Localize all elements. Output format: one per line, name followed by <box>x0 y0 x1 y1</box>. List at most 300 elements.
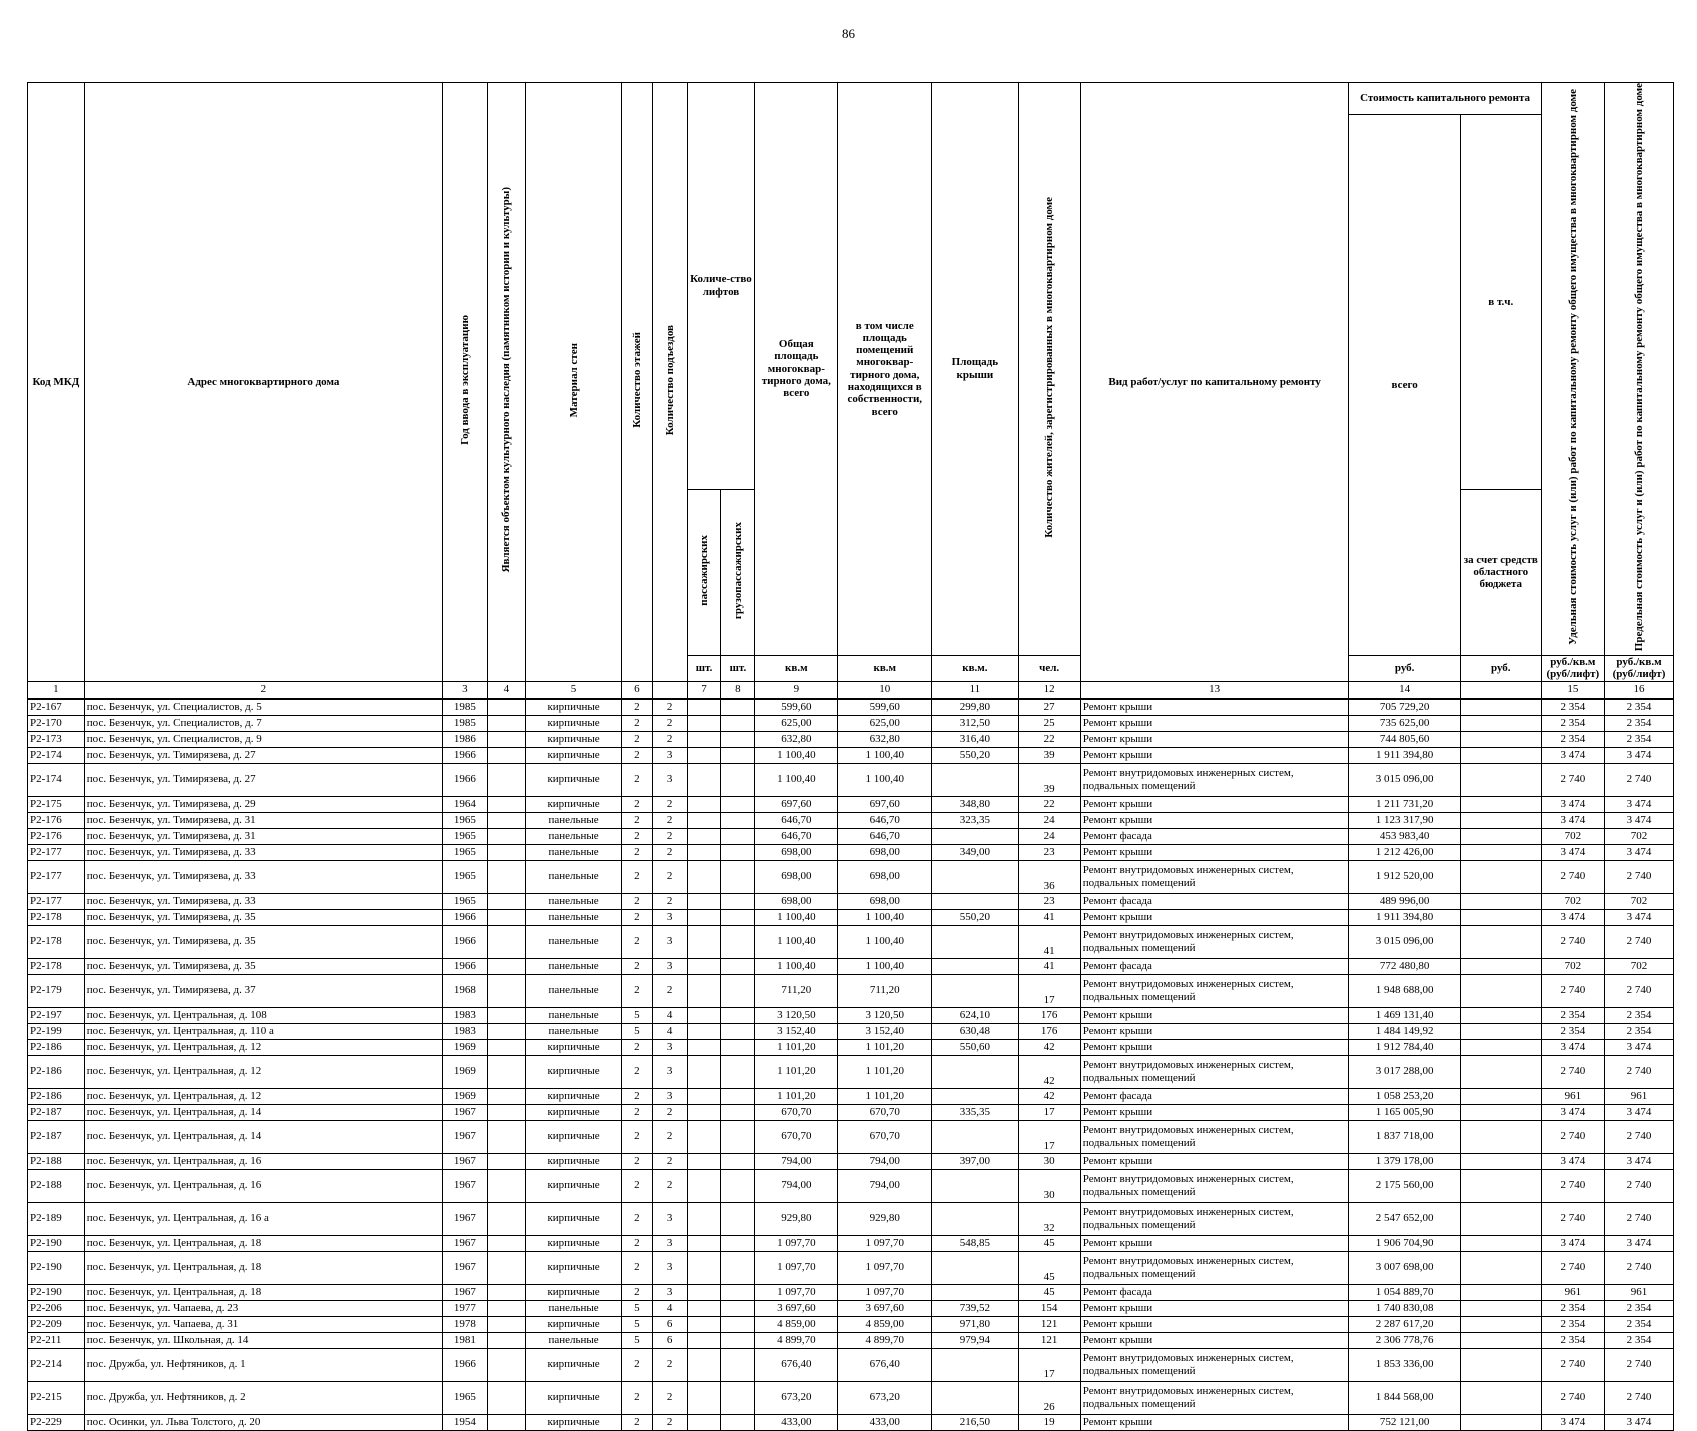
cell-work-type: Ремонт крыши <box>1080 844 1349 860</box>
cell-unit-cost: 2 354 <box>1541 1023 1604 1039</box>
cell-residents: 30 <box>1018 1169 1080 1202</box>
cell-elev-pass <box>687 1284 721 1300</box>
cell-entrances: 3 <box>652 1284 687 1300</box>
cell-cost-regional <box>1460 763 1541 796</box>
cell-roof-area <box>932 1120 1018 1153</box>
cell-elev-pass <box>687 1055 721 1088</box>
cell-code: Р2-206 <box>28 1300 85 1316</box>
cell-address: пос. Безенчук, ул. Центральная, д. 18 <box>84 1251 442 1284</box>
cell-roof-area <box>932 763 1018 796</box>
header-code: Код МКД <box>28 83 85 682</box>
column-number: 6 <box>622 681 653 699</box>
unit-rub: руб. <box>1460 655 1541 681</box>
cell-work-type: Ремонт крыши <box>1080 747 1349 763</box>
cell-total-area: 1 100,40 <box>755 958 838 974</box>
cell-roof-area: 216,50 <box>932 1414 1018 1430</box>
cell-work-type: Ремонт внутридомовых инженерных систем, подвальных помещений <box>1080 1348 1349 1381</box>
cell-address: пос. Безенчук, ул. Тимирязева, д. 33 <box>84 860 442 893</box>
cell-limit-cost: 2 354 <box>1605 699 1674 716</box>
cell-total-area: 698,00 <box>755 893 838 909</box>
cell-entrances: 4 <box>652 1300 687 1316</box>
cell-entrances: 3 <box>652 1088 687 1104</box>
cell-unit-cost: 2 740 <box>1541 1055 1604 1088</box>
cell-floors: 5 <box>622 1332 653 1348</box>
cell-roof-area <box>932 893 1018 909</box>
header-elevators: Количе-ство лифтов <box>687 83 755 490</box>
cell-heritage <box>487 909 525 925</box>
cell-code: Р2-187 <box>28 1104 85 1120</box>
table-row <box>28 1284 1674 1300</box>
cell-year: 1965 <box>443 893 488 909</box>
cell-unit-cost: 2 354 <box>1541 1007 1604 1023</box>
cell-entrances: 6 <box>652 1316 687 1332</box>
cell-total-area: 1 101,20 <box>755 1055 838 1088</box>
unit-sqm: кв.м <box>755 655 838 681</box>
cell-roof-area: 323,35 <box>932 812 1018 828</box>
cell-limit-cost: 2 740 <box>1605 1251 1674 1284</box>
cell-total-area: 1 100,40 <box>755 747 838 763</box>
unit-rub: руб. <box>1349 655 1460 681</box>
cell-year: 1966 <box>443 763 488 796</box>
cell-private-area: 433,00 <box>838 1414 932 1430</box>
cell-residents: 41 <box>1018 925 1080 958</box>
cell-limit-cost: 961 <box>1605 1284 1674 1300</box>
cell-address: пос. Безенчук, ул. Центральная, д. 16 а <box>84 1202 442 1235</box>
cell-roof-area: 299,80 <box>932 699 1018 716</box>
cell-entrances: 4 <box>652 1023 687 1039</box>
cell-work-type: Ремонт крыши <box>1080 1414 1349 1430</box>
cell-year: 1978 <box>443 1316 488 1332</box>
cell-code: Р2-189 <box>28 1202 85 1235</box>
cell-private-area: 1 100,40 <box>838 958 932 974</box>
cell-cost-regional <box>1460 828 1541 844</box>
cell-elev-pass <box>687 1316 721 1332</box>
cell-work-type: Ремонт крыши <box>1080 909 1349 925</box>
cell-work-type: Ремонт крыши <box>1080 1104 1349 1120</box>
cell-heritage <box>487 1007 525 1023</box>
header-cost-total: всего <box>1349 115 1460 656</box>
cell-work-type: Ремонт внутридомовых инженерных систем, подвальных помещений <box>1080 1202 1349 1235</box>
cell-cost-regional <box>1460 1316 1541 1332</box>
cell-cost-regional <box>1460 1381 1541 1414</box>
cell-total-area: 4 859,00 <box>755 1316 838 1332</box>
cell-elev-cargo <box>721 925 755 958</box>
cell-entrances: 3 <box>652 1251 687 1284</box>
table-row <box>28 1235 1674 1251</box>
cell-limit-cost: 2 354 <box>1605 1316 1674 1332</box>
cell-walls: кирпичные <box>526 796 622 812</box>
cell-residents: 23 <box>1018 893 1080 909</box>
cell-cost-total: 1 484 149,92 <box>1349 1023 1460 1039</box>
cell-work-type: Ремонт фасада <box>1080 893 1349 909</box>
cell-elev-cargo <box>721 699 755 716</box>
cell-heritage <box>487 893 525 909</box>
cell-roof-area <box>932 1055 1018 1088</box>
cell-private-area: 698,00 <box>838 893 932 909</box>
cell-walls: панельные <box>526 909 622 925</box>
cell-elev-pass <box>687 715 721 731</box>
cell-elev-cargo <box>721 1235 755 1251</box>
cell-residents: 42 <box>1018 1088 1080 1104</box>
cell-entrances: 2 <box>652 1414 687 1430</box>
cell-heritage <box>487 1202 525 1235</box>
table-row <box>28 974 1674 1007</box>
cell-walls: панельные <box>526 844 622 860</box>
column-number: 5 <box>526 681 622 699</box>
cell-address: пос. Безенчук, ул. Тимирязева, д. 29 <box>84 796 442 812</box>
cell-residents: 45 <box>1018 1284 1080 1300</box>
cell-cost-regional <box>1460 1055 1541 1088</box>
cell-cost-regional <box>1460 1300 1541 1316</box>
cell-year: 1969 <box>443 1055 488 1088</box>
cell-walls: кирпичные <box>526 1169 622 1202</box>
cell-cost-total: 1 165 005,90 <box>1349 1104 1460 1120</box>
cell-code: Р2-174 <box>28 747 85 763</box>
cell-roof-area: 630,48 <box>932 1023 1018 1039</box>
cell-cost-total: 1 469 131,40 <box>1349 1007 1460 1023</box>
cell-walls: панельные <box>526 1332 622 1348</box>
table-row <box>28 796 1674 812</box>
header-cost-incl: в т.ч. <box>1460 115 1541 490</box>
cell-roof-area: 971,80 <box>932 1316 1018 1332</box>
column-number <box>1460 681 1541 699</box>
column-number: 7 <box>687 681 721 699</box>
cell-entrances: 2 <box>652 1104 687 1120</box>
cell-cost-regional <box>1460 796 1541 812</box>
cell-roof-area <box>932 1348 1018 1381</box>
cell-elev-pass <box>687 909 721 925</box>
cell-elev-cargo <box>721 1023 755 1039</box>
cell-total-area: 794,00 <box>755 1153 838 1169</box>
cell-elev-pass <box>687 844 721 860</box>
cell-year: 1965 <box>443 860 488 893</box>
cell-cost-total: 705 729,20 <box>1349 699 1460 716</box>
cell-entrances: 2 <box>652 974 687 1007</box>
cell-address: пос. Безенчук, ул. Тимирязева, д. 31 <box>84 812 442 828</box>
cell-floors: 2 <box>622 1055 653 1088</box>
cell-total-area: 646,70 <box>755 828 838 844</box>
cell-roof-area <box>932 828 1018 844</box>
cell-floors: 2 <box>622 925 653 958</box>
cell-year: 1966 <box>443 909 488 925</box>
cell-floors: 2 <box>622 812 653 828</box>
cell-walls: кирпичные <box>526 1104 622 1120</box>
cell-work-type: Ремонт внутридомовых инженерных систем, подвальных помещений <box>1080 1251 1349 1284</box>
cell-unit-cost: 3 474 <box>1541 812 1604 828</box>
cell-floors: 2 <box>622 1414 653 1430</box>
cell-work-type: Ремонт крыши <box>1080 1039 1349 1055</box>
cell-residents: 17 <box>1018 1104 1080 1120</box>
table-row <box>28 1414 1674 1430</box>
cell-limit-cost: 2 740 <box>1605 925 1674 958</box>
cell-walls: панельные <box>526 1300 622 1316</box>
cell-unit-cost: 961 <box>1541 1284 1604 1300</box>
cell-address: пос. Безенчук, ул. Центральная, д. 14 <box>84 1104 442 1120</box>
cell-elev-cargo <box>721 763 755 796</box>
cell-year: 1983 <box>443 1007 488 1023</box>
cell-cost-regional <box>1460 925 1541 958</box>
cell-cost-total: 1 906 704,90 <box>1349 1235 1460 1251</box>
unit-pcs: шт. <box>687 655 721 681</box>
cell-total-area: 1 100,40 <box>755 909 838 925</box>
cell-residents: 22 <box>1018 796 1080 812</box>
cell-code: Р2-215 <box>28 1381 85 1414</box>
cell-limit-cost: 2 740 <box>1605 860 1674 893</box>
cell-total-area: 1 101,20 <box>755 1039 838 1055</box>
table-row <box>28 1023 1674 1039</box>
cell-roof-area <box>932 1202 1018 1235</box>
cell-cost-total: 1 912 784,40 <box>1349 1039 1460 1055</box>
table-row <box>28 909 1674 925</box>
cell-residents: 42 <box>1018 1055 1080 1088</box>
cell-limit-cost: 3 474 <box>1605 909 1674 925</box>
cell-code: Р2-187 <box>28 1120 85 1153</box>
cell-elev-pass <box>687 1235 721 1251</box>
cell-unit-cost: 2 740 <box>1541 1251 1604 1284</box>
cell-total-area: 1 097,70 <box>755 1284 838 1300</box>
cell-elev-pass <box>687 974 721 1007</box>
cell-limit-cost: 2 740 <box>1605 1120 1674 1153</box>
unit-pcs: шт. <box>721 655 755 681</box>
cell-heritage <box>487 1104 525 1120</box>
cell-private-area: 646,70 <box>838 828 932 844</box>
cell-heritage <box>487 1348 525 1381</box>
cell-heritage <box>487 1120 525 1153</box>
header-roof-area: Площадь крыши <box>932 83 1018 656</box>
column-number: 16 <box>1605 681 1674 699</box>
cell-year: 1986 <box>443 731 488 747</box>
cell-unit-cost: 2 740 <box>1541 925 1604 958</box>
cell-elev-pass <box>687 1300 721 1316</box>
cell-private-area: 698,00 <box>838 844 932 860</box>
cell-floors: 2 <box>622 1039 653 1055</box>
cell-address: пос. Безенчук, ул. Тимирязева, д. 33 <box>84 893 442 909</box>
cell-residents: 36 <box>1018 860 1080 893</box>
cell-roof-area <box>932 925 1018 958</box>
cell-private-area: 599,60 <box>838 699 932 716</box>
cell-address: пос. Безенчук, ул. Центральная, д. 16 <box>84 1153 442 1169</box>
cell-unit-cost: 3 474 <box>1541 1235 1604 1251</box>
cell-private-area: 632,80 <box>838 731 932 747</box>
cell-unit-cost: 2 740 <box>1541 1120 1604 1153</box>
cell-year: 1967 <box>443 1284 488 1300</box>
cell-cost-regional <box>1460 1235 1541 1251</box>
cell-address: пос. Безенчук, ул. Тимирязева, д. 35 <box>84 909 442 925</box>
cell-heritage <box>487 860 525 893</box>
table-row <box>28 1169 1674 1202</box>
header-limit-cost: Предельная стоимость услуг и (или) работ по капитальному ремонту общего имущества в многоквартирном доме <box>1605 83 1674 656</box>
cell-roof-area: 349,00 <box>932 844 1018 860</box>
cell-unit-cost: 2 354 <box>1541 715 1604 731</box>
cell-cost-total: 1 123 317,90 <box>1349 812 1460 828</box>
unit-people: чел. <box>1018 655 1080 681</box>
cell-work-type: Ремонт крыши <box>1080 1153 1349 1169</box>
header-total-area: Общая площадь многоквар-тирного дома, всего <box>755 83 838 656</box>
cell-private-area: 698,00 <box>838 860 932 893</box>
cell-limit-cost: 2 740 <box>1605 1348 1674 1381</box>
cell-code: Р2-211 <box>28 1332 85 1348</box>
column-number <box>652 681 687 699</box>
cell-unit-cost: 2 354 <box>1541 731 1604 747</box>
column-number: 10 <box>838 681 932 699</box>
cell-total-area: 3 152,40 <box>755 1023 838 1039</box>
cell-roof-area <box>932 974 1018 1007</box>
table-row <box>28 1316 1674 1332</box>
cell-code: Р2-177 <box>28 860 85 893</box>
cell-cost-total: 2 547 652,00 <box>1349 1202 1460 1235</box>
cell-walls: кирпичные <box>526 1316 622 1332</box>
cell-walls: кирпичные <box>526 1202 622 1235</box>
cell-address: пос. Безенчук, ул. Центральная, д. 110 а <box>84 1023 442 1039</box>
cell-elev-pass <box>687 925 721 958</box>
cell-private-area: 711,20 <box>838 974 932 1007</box>
cell-work-type: Ремонт внутридомовых инженерных систем, подвальных помещений <box>1080 860 1349 893</box>
cell-cost-total: 1 054 889,70 <box>1349 1284 1460 1300</box>
cell-code: Р2-174 <box>28 763 85 796</box>
cell-limit-cost: 2 740 <box>1605 1381 1674 1414</box>
cell-roof-area: 397,00 <box>932 1153 1018 1169</box>
cell-cost-regional <box>1460 1169 1541 1202</box>
cell-walls: кирпичные <box>526 1039 622 1055</box>
cell-year: 1966 <box>443 747 488 763</box>
cell-limit-cost: 3 474 <box>1605 812 1674 828</box>
cell-cost-regional <box>1460 1039 1541 1055</box>
cell-limit-cost: 3 474 <box>1605 844 1674 860</box>
cell-elev-pass <box>687 1007 721 1023</box>
cell-walls: панельные <box>526 958 622 974</box>
cell-floors: 2 <box>622 844 653 860</box>
cell-floors: 2 <box>622 828 653 844</box>
cell-walls: панельные <box>526 860 622 893</box>
cell-residents: 45 <box>1018 1235 1080 1251</box>
table-row <box>28 1202 1674 1235</box>
column-number: 14 <box>1349 681 1460 699</box>
cell-year: 1965 <box>443 828 488 844</box>
table-row <box>28 844 1674 860</box>
cell-code: Р2-176 <box>28 812 85 828</box>
cell-work-type: Ремонт фасада <box>1080 958 1349 974</box>
column-number: 4 <box>487 681 525 699</box>
cell-walls: кирпичные <box>526 1414 622 1430</box>
cell-elev-cargo <box>721 909 755 925</box>
cell-elev-pass <box>687 893 721 909</box>
cell-year: 1954 <box>443 1414 488 1430</box>
table-row <box>28 1104 1674 1120</box>
cell-year: 1985 <box>443 699 488 716</box>
cell-year: 1969 <box>443 1088 488 1104</box>
cell-floors: 2 <box>622 1381 653 1414</box>
cell-private-area: 1 097,70 <box>838 1251 932 1284</box>
cell-private-area: 670,70 <box>838 1120 932 1153</box>
cell-code: Р2-229 <box>28 1414 85 1430</box>
cell-total-area: 433,00 <box>755 1414 838 1430</box>
column-number: 15 <box>1541 681 1604 699</box>
cell-residents: 24 <box>1018 812 1080 828</box>
cell-cost-regional <box>1460 699 1541 716</box>
cell-walls: кирпичные <box>526 1348 622 1381</box>
cell-year: 1967 <box>443 1120 488 1153</box>
cell-elev-cargo <box>721 1169 755 1202</box>
header-floors: Количество этажей <box>622 83 653 682</box>
cell-elev-cargo <box>721 1104 755 1120</box>
cell-year: 1967 <box>443 1169 488 1202</box>
cell-roof-area: 348,80 <box>932 796 1018 812</box>
cell-cost-regional <box>1460 1104 1541 1120</box>
cell-year: 1985 <box>443 715 488 731</box>
cell-work-type: Ремонт фасада <box>1080 1088 1349 1104</box>
cell-elev-pass <box>687 1251 721 1284</box>
cell-private-area: 1 100,40 <box>838 763 932 796</box>
cell-work-type: Ремонт внутридомовых инженерных систем, подвальных помещений <box>1080 1120 1349 1153</box>
cell-residents: 41 <box>1018 958 1080 974</box>
cell-year: 1964 <box>443 796 488 812</box>
cell-elev-pass <box>687 1348 721 1381</box>
cell-entrances: 3 <box>652 747 687 763</box>
cell-total-area: 3 697,60 <box>755 1300 838 1316</box>
cell-address: пос. Безенчук, ул. Тимирязева, д. 35 <box>84 925 442 958</box>
cell-private-area: 4 899,70 <box>838 1332 932 1348</box>
cell-heritage <box>487 1055 525 1088</box>
cell-cost-regional <box>1460 909 1541 925</box>
cell-code: Р2-173 <box>28 731 85 747</box>
cell-code: Р2-178 <box>28 958 85 974</box>
cell-walls: панельные <box>526 828 622 844</box>
cell-year: 1967 <box>443 1202 488 1235</box>
cell-residents: 121 <box>1018 1332 1080 1348</box>
table-row <box>28 1332 1674 1348</box>
cell-total-area: 676,40 <box>755 1348 838 1381</box>
cell-residents: 22 <box>1018 731 1080 747</box>
cell-walls: кирпичные <box>526 1251 622 1284</box>
cell-address: пос. Дружба, ул. Нефтяников, д. 1 <box>84 1348 442 1381</box>
cell-cost-total: 2 306 778,76 <box>1349 1332 1460 1348</box>
cell-address: пос. Безенчук, ул. Центральная, д. 12 <box>84 1055 442 1088</box>
cell-elev-pass <box>687 731 721 747</box>
table-row <box>28 1039 1674 1055</box>
cell-elev-pass <box>687 763 721 796</box>
cell-total-area: 698,00 <box>755 860 838 893</box>
cell-entrances: 2 <box>652 699 687 716</box>
cell-heritage <box>487 1316 525 1332</box>
header-work-type: Вид работ/услуг по капитальному ремонту <box>1080 83 1349 682</box>
cell-walls: панельные <box>526 893 622 909</box>
cell-cost-regional <box>1460 715 1541 731</box>
cell-unit-cost: 2 740 <box>1541 1348 1604 1381</box>
table-row <box>28 812 1674 828</box>
cell-private-area: 1 097,70 <box>838 1235 932 1251</box>
cell-code: Р2-190 <box>28 1251 85 1284</box>
cell-code: Р2-199 <box>28 1023 85 1039</box>
cell-entrances: 6 <box>652 1332 687 1348</box>
cell-unit-cost: 3 474 <box>1541 1414 1604 1430</box>
cell-residents: 41 <box>1018 909 1080 925</box>
cell-work-type: Ремонт крыши <box>1080 1300 1349 1316</box>
cell-code: Р2-190 <box>28 1284 85 1300</box>
cell-elev-cargo <box>721 1381 755 1414</box>
cell-private-area: 3 152,40 <box>838 1023 932 1039</box>
cell-private-area: 1 100,40 <box>838 909 932 925</box>
cell-work-type: Ремонт внутридомовых инженерных систем, подвальных помещений <box>1080 1381 1349 1414</box>
cell-elev-cargo <box>721 1120 755 1153</box>
cell-total-area: 625,00 <box>755 715 838 731</box>
column-number: 1 <box>28 681 85 699</box>
cell-unit-cost: 2 354 <box>1541 1332 1604 1348</box>
cell-work-type: Ремонт внутридомовых инженерных систем, подвальных помещений <box>1080 763 1349 796</box>
table-row <box>28 1251 1674 1284</box>
unit-sqm: кв.м. <box>932 655 1018 681</box>
cell-private-area: 1 100,40 <box>838 747 932 763</box>
cell-address: пос. Безенчук, ул. Тимирязева, д. 31 <box>84 828 442 844</box>
